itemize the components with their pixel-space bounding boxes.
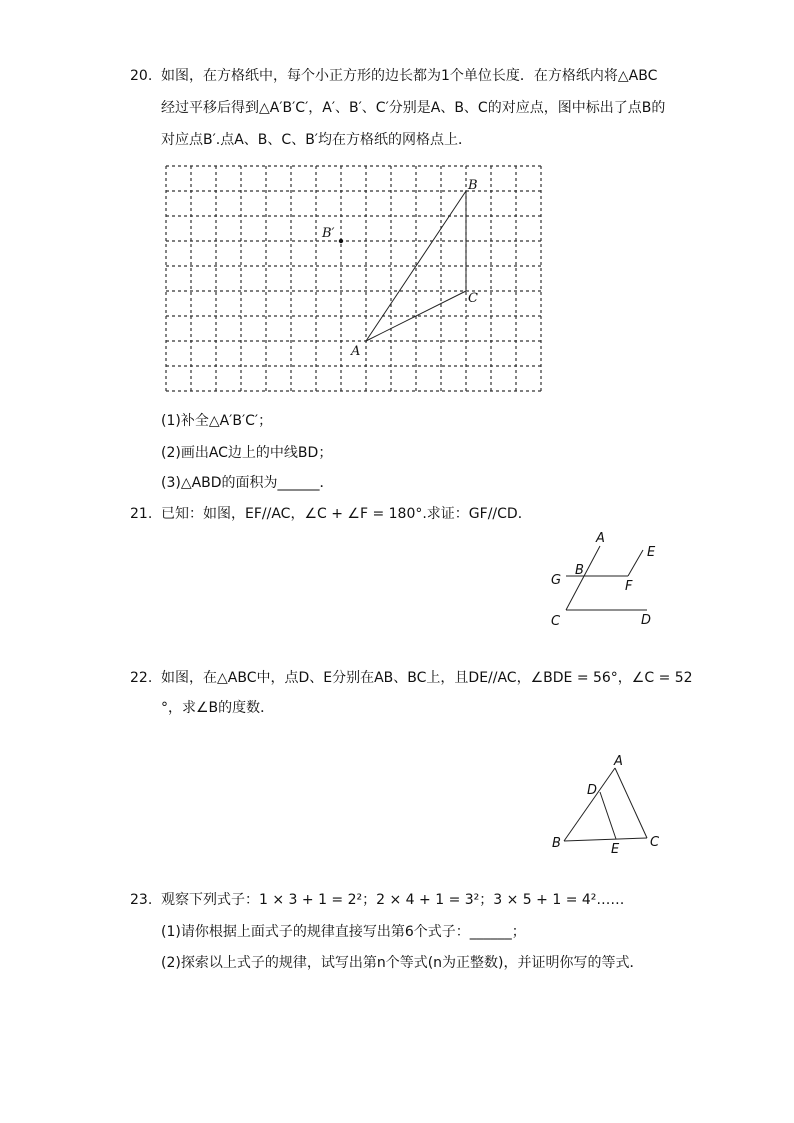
side-AB: [564, 768, 615, 841]
q20-part1: (1)补全△A′B′C′；: [161, 413, 273, 429]
label-C: C: [551, 614, 561, 629]
label-G: G: [551, 573, 562, 588]
q20-part3: (3)△ABD的面积为______．: [161, 475, 334, 491]
label-E: E: [647, 545, 656, 560]
label-B: B: [575, 563, 584, 578]
label-F: F: [625, 579, 633, 594]
segment-DE: [600, 792, 616, 839]
q20-stem-line1: 如图，在方格纸中，每个小正方形的边长都为1个单位长度．在方格纸内将△ABC: [161, 68, 658, 84]
question-number-23: 23.: [130, 892, 153, 908]
label-A: A: [596, 531, 605, 546]
label-E: E: [611, 842, 620, 857]
label-B: B: [552, 836, 561, 851]
q20-stem-line3: 对应点B′.点A、B、C、B′均在方格纸的网格点上．: [161, 132, 472, 148]
question-number-22: 22.: [130, 670, 153, 686]
label-C: C: [468, 291, 478, 306]
label-B: B: [468, 178, 478, 193]
q20-stem-line2: 经过平移后得到△A′B′C′，A′、B′、C′分别是A、B、C的对应点，图中标出了点B的: [161, 100, 666, 116]
q23-part2: (2)探索以上式子的规律，试写出第n个等式(n为正整数)，并证明你写的等式．: [161, 955, 644, 971]
label-C: C: [650, 835, 660, 850]
q23-part1: (1)请你根据上面式子的规律直接写出第6个式子：______；: [161, 924, 526, 940]
side-AC: [615, 768, 647, 838]
label-A: A: [351, 344, 361, 359]
question-number-21: 21.: [130, 506, 153, 522]
q23-stem: 观察下列式子：1 × 3 + 1 = 2²；2 × 4 + 1 = 3²；3 × 5 + 1 = 4²……: [161, 892, 625, 908]
label-A: A: [614, 754, 623, 769]
q21-stem: 已知：如图，EF//AC，∠C + ∠F = 180°.求证：GF//CD．: [161, 506, 532, 522]
side-BC: [564, 838, 647, 841]
label-D: D: [587, 783, 598, 798]
q22-stem-line2: °，求∠B的度数．: [161, 700, 275, 716]
q22-stem-line1: 如图，在△ABC中，点D、E分别在AB、BC上，且DE//AC，∠BDE = 56°，∠C = 52: [161, 670, 693, 686]
label-B-prime: B′: [322, 226, 335, 241]
label-D: D: [641, 613, 652, 628]
question-number-20: 20.: [130, 68, 153, 84]
q20-part2: (2)画出AC边上的中线BD；: [161, 445, 333, 461]
